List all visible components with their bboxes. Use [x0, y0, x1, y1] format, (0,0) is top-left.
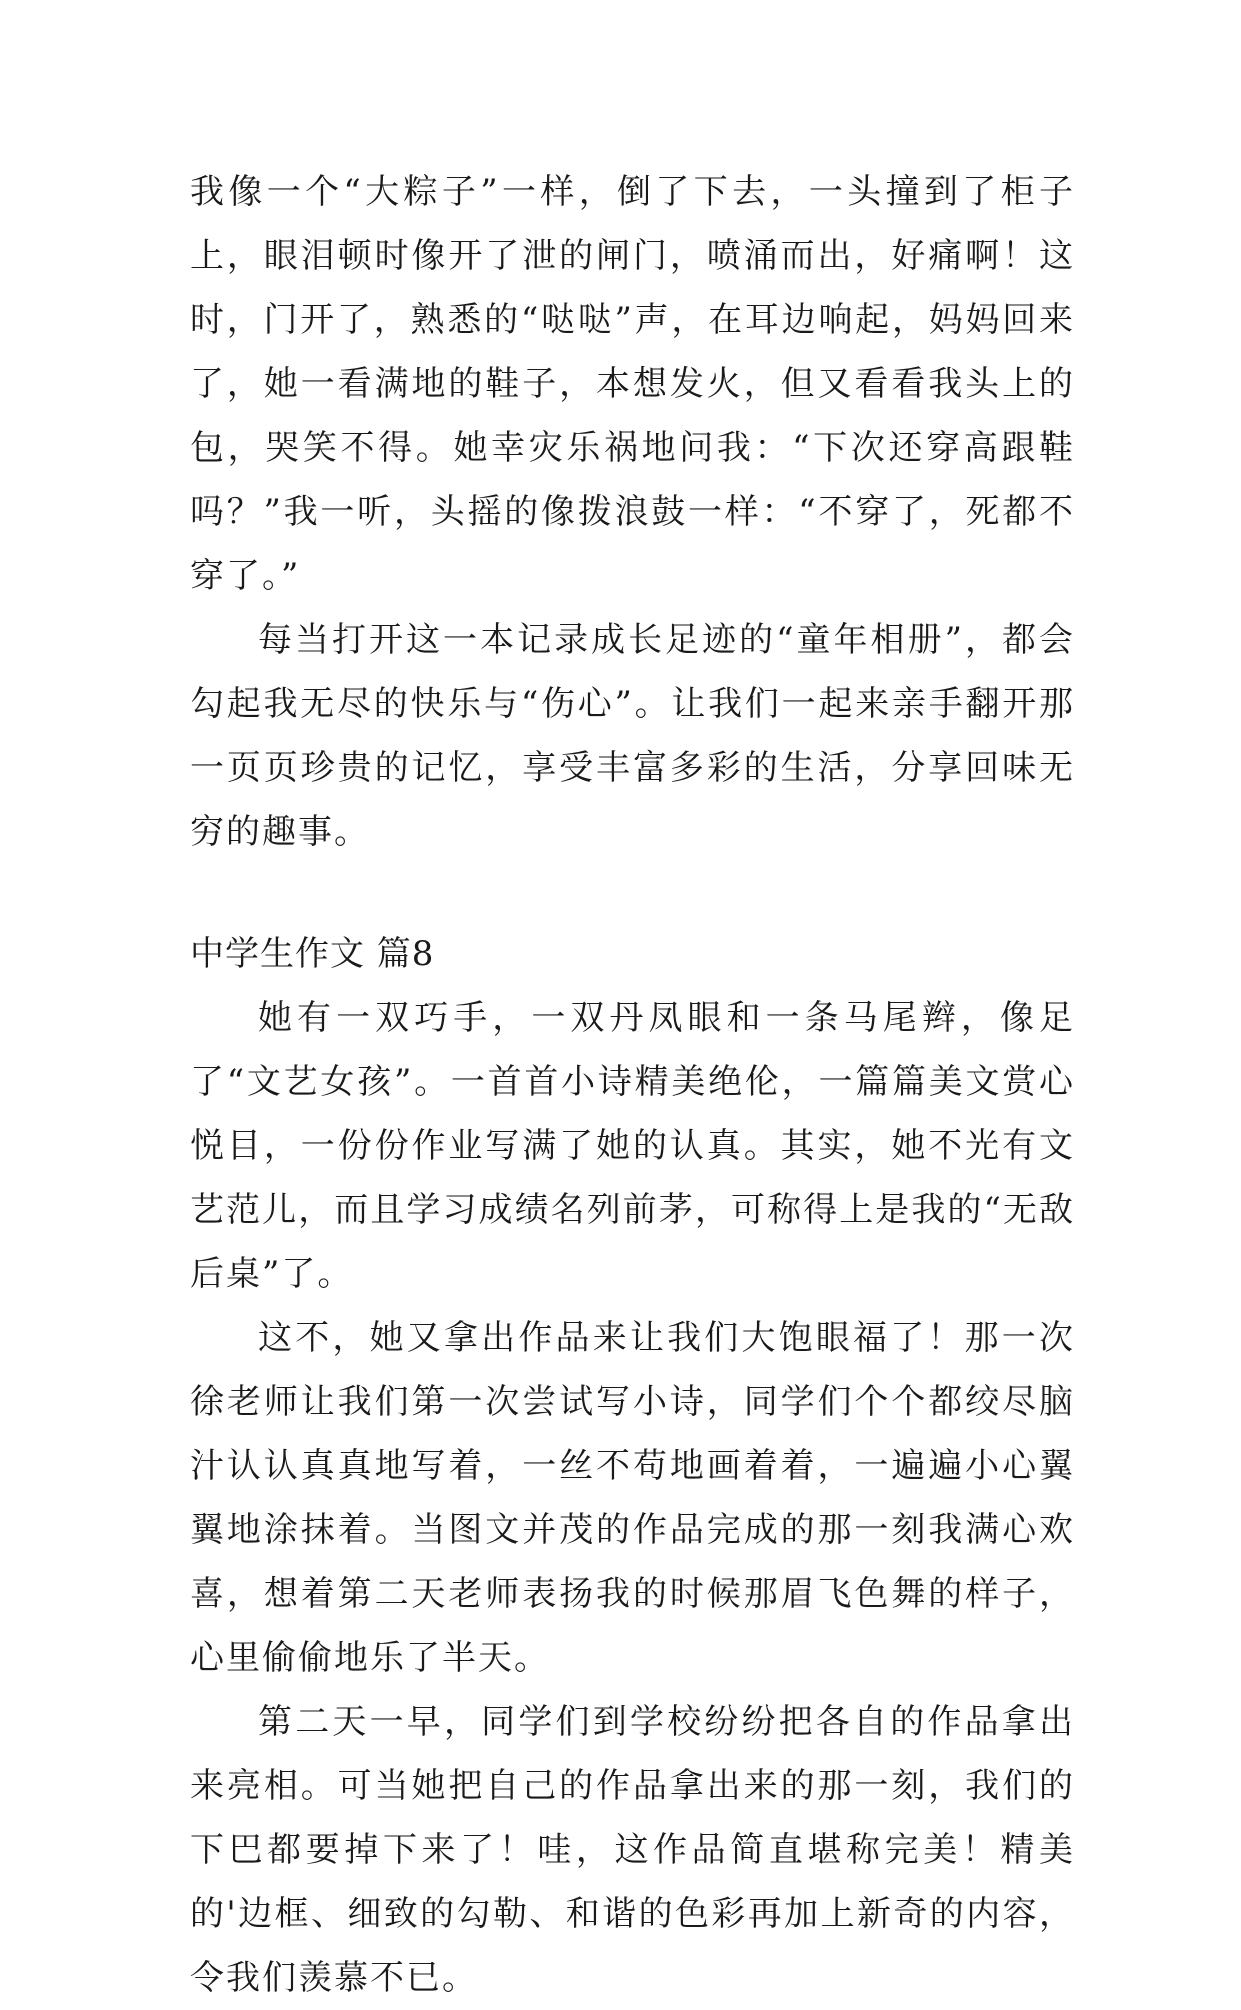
document-body: [190, 160, 1075, 2010]
paragraph-story-ending: 我像一个“大粽子”一样，倒了下去，一头撞到了柜子上，眼泪顿时像开了泄的闸门，喷涌而出，好痛啊！这时，门开了，熟悉的“哒哒”声，在耳边响起，妈妈回来了，她一看满地的鞋子，本想发火，但又看看我头上的包，哭笑不得。她幸灾乐祸地问我：“下次还穿高跟鞋吗？”我一听，头摇的像拨浪鼓一样：“不穿了，死都不穿了。”: [190, 172, 1075, 596]
paragraph-poem-assignment: 这不，她又拿出作品来让我们大饱眼福了！那一次徐老师让我们第一次尝试写小诗，同学们个个都绞尽脑汁认认真真地写着，一丝不苟地画着着，一遍遍小心翼翼地涂抹着。当图文并茂的作品完成的那一刻我满心欢喜，想着第二天老师表扬我的时候那眉飞色舞的样子，心里偷偷地乐了半天。: [190, 1318, 1075, 1678]
paragraph-girl-description: 她有一双巧手，一双丹凤眼和一条马尾辫，像足了“文艺女孩”。一首首小诗精美绝伦，一篇篇美文赏心悦目，一份份作业写满了她的认真。其实，她不光有文艺范儿，而且学习成绩名列前茅，可称得上是我的“无敌后桌”了。: [190, 998, 1075, 1294]
paragraph-next-day: 第二天一早，同学们到学校纷纷把各自的作品拿出来亮相。可当她把自己的作品拿出来的那一刻，我们的下巴都要掉下来了！哇，这作品简直堪称完美！精美的'边框、细致的勾勒、和谐的色彩再加上新奇的内容，令我们羡慕不已。: [190, 1702, 1075, 1998]
essay-heading: 中学生作文 篇8: [190, 934, 435, 974]
paragraph-album-reflection: 每当打开这一本记录成长足迹的“童年相册”，都会勾起我无尽的快乐与“伤心”。让我们一起来亲手翻开那一页页珍贵的记忆，享受丰富多彩的生活，分享回味无穷的趣事。: [190, 620, 1075, 852]
